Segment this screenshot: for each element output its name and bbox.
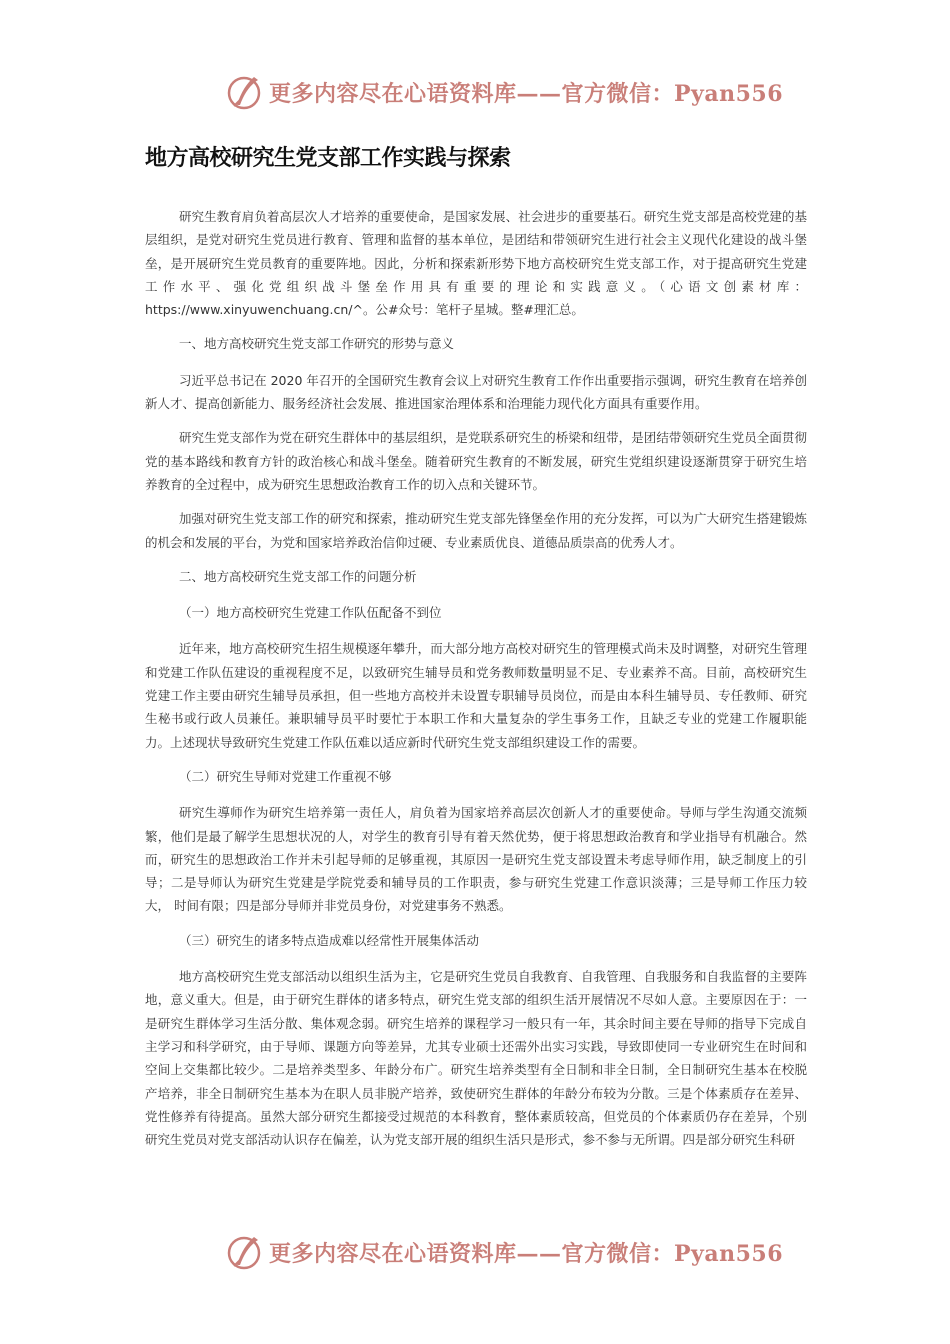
footer-banner	[225, 1232, 784, 1272]
banner-text: 更多内容尽在心语资料库——官方微信：Pyan556	[269, 80, 784, 107]
subsection-heading-1: （一）地方高校研究生党建工作队伍配备不到位	[179, 605, 442, 621]
section-heading-1: 一、地方高校研究生党支部工作研究的形势与意义	[179, 336, 455, 352]
section-heading-2: 二、地方高校研究生党支部工作的问题分析	[179, 568, 417, 584]
paragraph: 研究生導师作为研究生培养第一责任人，肩负着为国家培养高层次创新人才的重要使命。导师与学生沟通交流频繁，他们是最了解学生思想状况的人，对学生的教育引导有着天然优势，便于将思想政治教育和学业指导有机融合。然而，研究生的思想政治工作并未引起导师的足够重视，其原因一是研究生党支部设置未考虑导师作用，缺乏制度上的引导；二是导师认为研究生党建是学院党委和辅导员的工作职责，参与研究生党建工作意识淡薄；三是导师工作压力较大， 时间有限；四是部分导师并非党员身份，对党建事务不熟悉。	[145, 805, 807, 914]
paragraph-intro: 研究生教育肩负着高层次人才培养的重要使命，是国家发展、社会进步的重要基石。研究生党支部是高校党建的基层组织，是党对研究生党员进行教育、管理和监督的基本单位，是团结和带领研究生进行社会主义现代化建设的战斗堡垒，是开展研究生党员教育的重要阵地。因此，分析和探索新形势下地方高校研究生党支部工作，对于提高研究生党建工作水平、强化党组织战斗堡垒作用具有重要的理论和实践意义。（心语文创素材库：https://www.xinyuwenchuang.cn/^。公#众号：笔杆子星城。整#理汇总。	[145, 209, 807, 318]
paragraph: 习近平总书记在 2020 年召开的全国研究生教育会议上对研究生教育工作作出重要指示强调，研究生教育在培养创新人才、提高创新能力、服务经济社会发展、推进国家治理体系和治理能力现代化方面具有重要作用。	[145, 372, 807, 412]
quill-logo-icon	[225, 1232, 265, 1272]
subsection-heading-3: （三）研究生的诸多特点造成难以经常性开展集体活动	[179, 932, 480, 948]
banner-text: 更多内容尽在心语资料库——官方微信：Pyan556	[269, 1240, 784, 1267]
paragraph: 地方高校研究生党支部活动以组织生活为主，它是研究生党员自我教育、自我管理、自我服务和自我监督的主要阵地，意义重大。但是，由于研究生群体的诸多特点，研究生党支部的组织生活开展情况不尽如人意。主要原因在于：一是研究生群体学习生活分散、集体观念弱。研究生培养的课程学习一般只有一年，其余时间主要在导师的指导下完成自主学习和科学研究，由于导师、课题方向等差异，尤其专业硕士还需外出实习实践，导致即使同一专业研究生在时间和空间上交集都比较少。二是培养类型多、年龄分布广。研究生培养类型有全日制和非全日制，全日制研究生基本在校脱产培养，非全日制研究生基本为在职人员非脱产培养，致使研究生群体的年龄分布较为分散。三是个体素质存在差异、党性修养有待提高。虽然大部分研究生都接受过规范的本科教育，整体素质较高，但党员的个体素质仍存在差异，个别研究生党员对党支部活动认识存在偏差，认为党支部开展的组织生活只是形式，参不参与无所谓。四是部分研究生科研	[145, 969, 807, 1148]
header-banner	[225, 72, 784, 112]
quill-logo-icon	[225, 72, 265, 112]
paragraph: 研究生党支部作为党在研究生群体中的基层组织，是党联系研究生的桥梁和纽带，是团结带领研究生党员全面贯彻党的基本路线和教育方针的政治核心和战斗堡垒。随着研究生教育的不断发展，研究生党组织建设逐渐贯穿于研究生培养教育的全过程中，成为研究生思想政治教育工作的切入点和关键环节。	[145, 430, 807, 492]
paragraph: 加强对研究生党支部工作的研究和探索，推动研究生党支部先锋堡垒作用的充分发挥，可以为广大研究生搭建锻炼的机会和发展的平台，为党和国家培养政治信仰过硬、专业素质优良、道德品质崇高的优秀人才。	[145, 511, 807, 550]
paragraph: 近年来，地方高校研究生招生规模逐年攀升，而大部分地方高校对研究生的管理模式尚未及时调整，对研究生管理和党建工作队伍建设的重视程度不足，以致研究生辅导员和党务教师数量明显不足、专业素养不高。目前，高校研究生党建工作主要由研究生辅导员承担，但一些地方高校并未设置专职辅导员岗位，而是由本科生辅导员、专任教师、研究生秘书或行政人员兼任。兼职辅导员平时要忙于本职工作和大量复杂的学生事务工作，且缺乏专业的党建工作履职能力。上述现状导致研究生党建工作队伍难以适应新时代研究生党支部组织建设工作的需要。	[145, 641, 807, 750]
document-title: 地方高校研究生党支部工作实践与探索	[145, 146, 511, 171]
subsection-heading-2: （二）研究生导师对党建工作重视不够	[179, 768, 392, 784]
document-body	[145, 205, 807, 1162]
